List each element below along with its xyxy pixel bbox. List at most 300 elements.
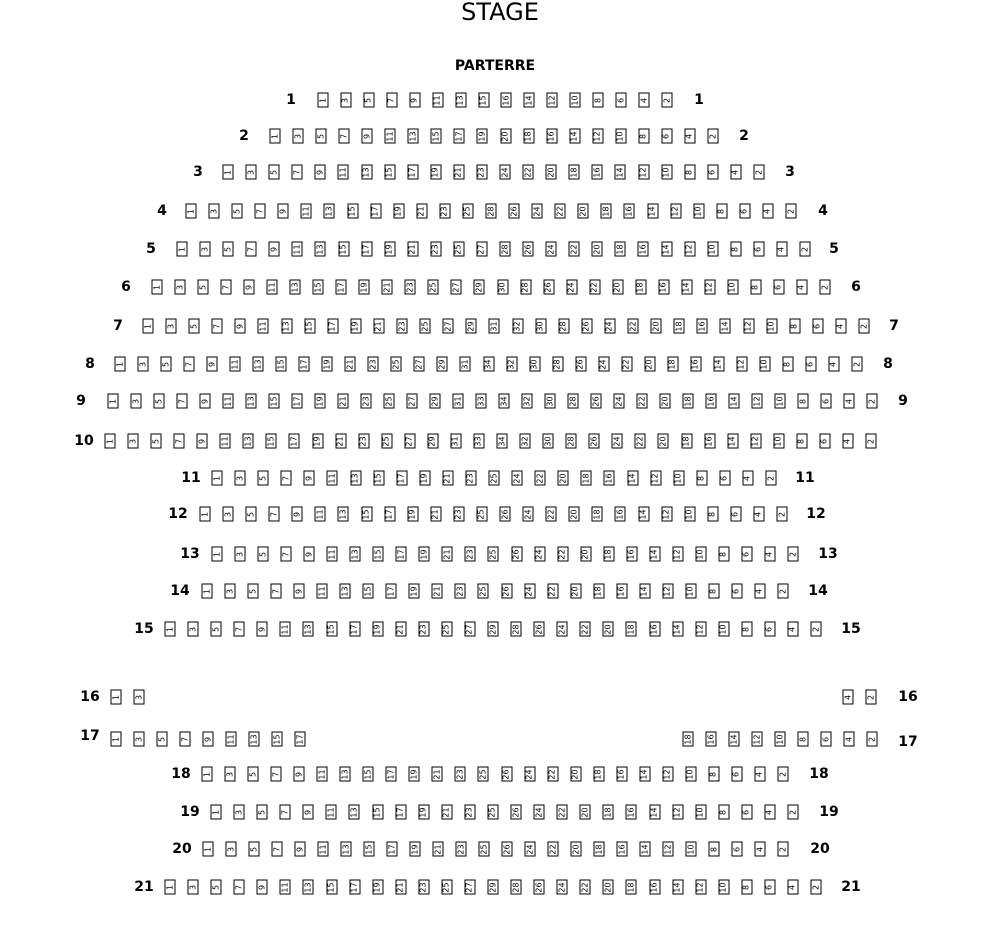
seat[interactable]	[152, 280, 163, 295]
seat[interactable]	[766, 471, 777, 486]
seat[interactable]	[523, 507, 534, 522]
seat[interactable]	[478, 584, 489, 599]
seat[interactable]	[593, 93, 604, 108]
seat[interactable]	[234, 880, 245, 895]
seat[interactable]	[349, 880, 360, 895]
seat[interactable]	[570, 767, 581, 782]
seat[interactable]	[695, 622, 706, 637]
seat[interactable]	[255, 204, 266, 219]
seat[interactable]	[281, 471, 292, 486]
seat[interactable]	[500, 242, 511, 257]
seat[interactable]	[105, 434, 116, 449]
seat[interactable]	[409, 767, 420, 782]
seat[interactable]	[455, 93, 466, 108]
seat[interactable]	[593, 767, 604, 782]
seat[interactable]	[663, 842, 674, 857]
seat[interactable]	[614, 394, 625, 409]
seat[interactable]	[571, 842, 582, 857]
seat[interactable]	[612, 280, 623, 295]
seat[interactable]	[509, 204, 520, 219]
seat[interactable]	[336, 280, 347, 295]
seat[interactable]	[407, 394, 418, 409]
seat[interactable]	[787, 880, 798, 895]
seat[interactable]	[683, 394, 694, 409]
seat[interactable]	[409, 584, 420, 599]
seat[interactable]	[350, 547, 361, 562]
seat[interactable]	[248, 767, 259, 782]
seat[interactable]	[859, 319, 870, 334]
seat[interactable]	[220, 434, 231, 449]
seat[interactable]	[557, 622, 568, 637]
seat[interactable]	[697, 319, 708, 334]
seat[interactable]	[525, 842, 536, 857]
seat[interactable]	[441, 880, 452, 895]
seat[interactable]	[211, 880, 222, 895]
seat[interactable]	[243, 434, 254, 449]
seat[interactable]	[569, 507, 580, 522]
seat[interactable]	[762, 204, 773, 219]
seat[interactable]	[225, 767, 236, 782]
seat[interactable]	[258, 547, 269, 562]
seat[interactable]	[635, 280, 646, 295]
seat[interactable]	[811, 880, 822, 895]
seat[interactable]	[512, 319, 523, 334]
seat[interactable]	[315, 507, 326, 522]
seat[interactable]	[706, 394, 717, 409]
seat[interactable]	[157, 732, 168, 747]
seat[interactable]	[257, 622, 268, 637]
seat[interactable]	[175, 280, 186, 295]
seat[interactable]	[741, 547, 752, 562]
seat[interactable]	[465, 547, 476, 562]
seat[interactable]	[166, 319, 177, 334]
seat[interactable]	[349, 805, 360, 820]
seat[interactable]	[416, 204, 427, 219]
seat[interactable]	[545, 394, 556, 409]
seat[interactable]	[753, 507, 764, 522]
seat[interactable]	[453, 507, 464, 522]
seat[interactable]	[500, 507, 511, 522]
seat[interactable]	[777, 507, 788, 522]
seat[interactable]	[672, 622, 683, 637]
seat[interactable]	[154, 394, 165, 409]
seat[interactable]	[616, 93, 627, 108]
seat[interactable]	[454, 129, 465, 144]
seat[interactable]	[773, 434, 784, 449]
seat[interactable]	[520, 280, 531, 295]
seat[interactable]	[718, 805, 729, 820]
seat[interactable]	[339, 129, 350, 144]
seat[interactable]	[270, 129, 281, 144]
seat[interactable]	[684, 165, 695, 180]
seat[interactable]	[462, 204, 473, 219]
seat[interactable]	[637, 394, 648, 409]
seat[interactable]	[200, 394, 211, 409]
seat[interactable]	[364, 842, 375, 857]
seat[interactable]	[207, 357, 218, 372]
seat[interactable]	[303, 622, 314, 637]
seat[interactable]	[258, 471, 269, 486]
seat[interactable]	[483, 357, 494, 372]
seat[interactable]	[626, 805, 637, 820]
seat[interactable]	[786, 204, 797, 219]
seat[interactable]	[617, 842, 628, 857]
seat[interactable]	[543, 434, 554, 449]
seat[interactable]	[844, 732, 855, 747]
seat[interactable]	[404, 434, 415, 449]
seat[interactable]	[594, 842, 605, 857]
seat[interactable]	[534, 622, 545, 637]
seat[interactable]	[615, 507, 626, 522]
seat[interactable]	[667, 357, 678, 372]
seat[interactable]	[661, 242, 672, 257]
seat[interactable]	[546, 507, 557, 522]
seat[interactable]	[451, 280, 462, 295]
seat[interactable]	[281, 547, 292, 562]
seat[interactable]	[430, 165, 441, 180]
seat[interactable]	[534, 880, 545, 895]
seat[interactable]	[294, 584, 305, 599]
seat[interactable]	[437, 357, 448, 372]
seat[interactable]	[476, 242, 487, 257]
seat[interactable]	[773, 280, 784, 295]
seat[interactable]	[693, 204, 704, 219]
seat[interactable]	[649, 622, 660, 637]
seat[interactable]	[476, 394, 487, 409]
seat[interactable]	[395, 805, 406, 820]
seat[interactable]	[249, 732, 260, 747]
seat[interactable]	[272, 842, 283, 857]
seat[interactable]	[391, 357, 402, 372]
seat[interactable]	[408, 129, 419, 144]
seat[interactable]	[405, 280, 416, 295]
seat[interactable]	[212, 547, 223, 562]
seat[interactable]	[180, 732, 191, 747]
seat[interactable]	[361, 507, 372, 522]
seat[interactable]	[662, 93, 673, 108]
seat[interactable]	[604, 471, 615, 486]
seat[interactable]	[327, 547, 338, 562]
seat[interactable]	[327, 471, 338, 486]
seat[interactable]	[370, 204, 381, 219]
seat[interactable]	[764, 805, 775, 820]
seat[interactable]	[292, 394, 303, 409]
seat[interactable]	[782, 357, 793, 372]
seat[interactable]	[707, 507, 718, 522]
seat[interactable]	[430, 394, 441, 409]
seat[interactable]	[670, 204, 681, 219]
seat[interactable]	[866, 690, 877, 705]
seat[interactable]	[442, 547, 453, 562]
seat[interactable]	[812, 319, 823, 334]
seat[interactable]	[566, 280, 577, 295]
seat[interactable]	[819, 434, 830, 449]
seat[interactable]	[741, 805, 752, 820]
seat[interactable]	[111, 732, 122, 747]
seat[interactable]	[788, 547, 799, 562]
seat[interactable]	[754, 584, 765, 599]
seat[interactable]	[419, 471, 430, 486]
seat[interactable]	[432, 93, 443, 108]
seat[interactable]	[327, 319, 338, 334]
seat[interactable]	[381, 434, 392, 449]
seat[interactable]	[269, 242, 280, 257]
seat[interactable]	[706, 732, 717, 747]
seat[interactable]	[244, 280, 255, 295]
seat[interactable]	[443, 319, 454, 334]
seat[interactable]	[709, 842, 720, 857]
seat[interactable]	[499, 394, 510, 409]
seat[interactable]	[716, 204, 727, 219]
seat[interactable]	[465, 471, 476, 486]
seat[interactable]	[658, 280, 669, 295]
seat[interactable]	[755, 842, 766, 857]
seat[interactable]	[257, 805, 268, 820]
seat[interactable]	[638, 165, 649, 180]
seat[interactable]	[546, 129, 557, 144]
seat[interactable]	[478, 767, 489, 782]
seat[interactable]	[640, 842, 651, 857]
seat[interactable]	[474, 280, 485, 295]
seat[interactable]	[547, 93, 558, 108]
seat[interactable]	[318, 842, 329, 857]
seat[interactable]	[338, 507, 349, 522]
seat[interactable]	[418, 622, 429, 637]
seat[interactable]	[628, 319, 639, 334]
seat[interactable]	[363, 767, 374, 782]
seat[interactable]	[464, 805, 475, 820]
seat[interactable]	[407, 165, 418, 180]
seat[interactable]	[186, 204, 197, 219]
seat[interactable]	[189, 319, 200, 334]
seat[interactable]	[842, 434, 853, 449]
seat[interactable]	[430, 242, 441, 257]
seat[interactable]	[326, 622, 337, 637]
seat[interactable]	[592, 165, 603, 180]
seat[interactable]	[616, 767, 627, 782]
seat[interactable]	[707, 165, 718, 180]
seat[interactable]	[200, 242, 211, 257]
seat[interactable]	[658, 434, 669, 449]
seat[interactable]	[212, 471, 223, 486]
seat[interactable]	[316, 129, 327, 144]
seat[interactable]	[708, 767, 719, 782]
seat[interactable]	[681, 434, 692, 449]
seat[interactable]	[743, 319, 754, 334]
seat[interactable]	[828, 357, 839, 372]
seat[interactable]	[704, 434, 715, 449]
seat[interactable]	[345, 357, 356, 372]
seat[interactable]	[581, 319, 592, 334]
seat[interactable]	[566, 434, 577, 449]
seat[interactable]	[639, 584, 650, 599]
seat[interactable]	[292, 507, 303, 522]
seat[interactable]	[592, 129, 603, 144]
seat[interactable]	[363, 93, 374, 108]
seat[interactable]	[223, 507, 234, 522]
seat[interactable]	[789, 319, 800, 334]
seat[interactable]	[511, 880, 522, 895]
seat[interactable]	[108, 394, 119, 409]
seat[interactable]	[393, 204, 404, 219]
seat[interactable]	[578, 204, 589, 219]
seat[interactable]	[280, 880, 291, 895]
seat[interactable]	[591, 394, 602, 409]
seat[interactable]	[115, 357, 126, 372]
seat[interactable]	[373, 319, 384, 334]
seat[interactable]	[235, 547, 246, 562]
seat[interactable]	[131, 394, 142, 409]
seat[interactable]	[410, 842, 421, 857]
seat[interactable]	[764, 547, 775, 562]
seat[interactable]	[821, 732, 832, 747]
seat[interactable]	[267, 280, 278, 295]
seat[interactable]	[280, 622, 291, 637]
seat[interactable]	[211, 805, 222, 820]
seat[interactable]	[843, 690, 854, 705]
seat[interactable]	[212, 319, 223, 334]
seat[interactable]	[304, 547, 315, 562]
seat[interactable]	[318, 93, 329, 108]
seat[interactable]	[569, 242, 580, 257]
seat[interactable]	[315, 394, 326, 409]
seat[interactable]	[335, 434, 346, 449]
seat[interactable]	[672, 880, 683, 895]
seat[interactable]	[387, 842, 398, 857]
seat[interactable]	[598, 357, 609, 372]
seat[interactable]	[621, 357, 632, 372]
seat[interactable]	[419, 547, 430, 562]
seat[interactable]	[798, 732, 809, 747]
seat[interactable]	[821, 394, 832, 409]
seat[interactable]	[223, 394, 234, 409]
seat[interactable]	[580, 547, 591, 562]
seat[interactable]	[202, 584, 213, 599]
seat[interactable]	[253, 357, 264, 372]
seat[interactable]	[616, 584, 627, 599]
seat[interactable]	[361, 394, 372, 409]
seat[interactable]	[713, 357, 724, 372]
seat[interactable]	[317, 767, 328, 782]
seat[interactable]	[603, 880, 614, 895]
seat[interactable]	[225, 584, 236, 599]
seat[interactable]	[639, 767, 650, 782]
seat[interactable]	[739, 204, 750, 219]
seat[interactable]	[778, 584, 789, 599]
seat[interactable]	[603, 805, 614, 820]
seat[interactable]	[695, 880, 706, 895]
seat[interactable]	[188, 622, 199, 637]
seat[interactable]	[359, 280, 370, 295]
seat[interactable]	[177, 394, 188, 409]
seat[interactable]	[317, 584, 328, 599]
seat[interactable]	[601, 204, 612, 219]
seat[interactable]	[764, 622, 775, 637]
seat[interactable]	[592, 507, 603, 522]
seat[interactable]	[684, 242, 695, 257]
seat[interactable]	[488, 622, 499, 637]
seat[interactable]	[672, 547, 683, 562]
seat[interactable]	[557, 547, 568, 562]
seat[interactable]	[372, 805, 383, 820]
seat[interactable]	[638, 129, 649, 144]
seat[interactable]	[662, 767, 673, 782]
seat[interactable]	[603, 622, 614, 637]
seat[interactable]	[603, 547, 614, 562]
seat[interactable]	[349, 622, 360, 637]
seat[interactable]	[558, 319, 569, 334]
seat[interactable]	[529, 357, 540, 372]
seat[interactable]	[431, 129, 442, 144]
seat[interactable]	[557, 880, 568, 895]
seat[interactable]	[776, 242, 787, 257]
seat[interactable]	[161, 357, 172, 372]
seat[interactable]	[322, 357, 333, 372]
seat[interactable]	[626, 622, 637, 637]
seat[interactable]	[580, 622, 591, 637]
seat[interactable]	[500, 165, 511, 180]
seat[interactable]	[453, 394, 464, 409]
seat[interactable]	[520, 434, 531, 449]
seat[interactable]	[672, 805, 683, 820]
seat[interactable]	[442, 471, 453, 486]
seat[interactable]	[246, 394, 257, 409]
seat[interactable]	[731, 584, 742, 599]
seat[interactable]	[532, 204, 543, 219]
seat[interactable]	[681, 280, 692, 295]
seat[interactable]	[501, 767, 512, 782]
seat[interactable]	[736, 357, 747, 372]
seat[interactable]	[226, 732, 237, 747]
seat[interactable]	[718, 622, 729, 637]
seat[interactable]	[638, 507, 649, 522]
seat[interactable]	[624, 204, 635, 219]
seat[interactable]	[778, 767, 789, 782]
seat[interactable]	[477, 129, 488, 144]
seat[interactable]	[575, 357, 586, 372]
seat[interactable]	[500, 129, 511, 144]
seat[interactable]	[223, 242, 234, 257]
seat[interactable]	[304, 471, 315, 486]
seat[interactable]	[730, 242, 741, 257]
seat[interactable]	[427, 434, 438, 449]
seat[interactable]	[535, 471, 546, 486]
seat[interactable]	[727, 434, 738, 449]
seat[interactable]	[730, 165, 741, 180]
seat[interactable]	[729, 732, 740, 747]
seat[interactable]	[674, 319, 685, 334]
seat[interactable]	[128, 434, 139, 449]
seat[interactable]	[350, 319, 361, 334]
seat[interactable]	[570, 584, 581, 599]
seat[interactable]	[673, 471, 684, 486]
seat[interactable]	[476, 507, 487, 522]
seat[interactable]	[558, 471, 569, 486]
seat[interactable]	[753, 242, 764, 257]
seat[interactable]	[662, 584, 673, 599]
seat[interactable]	[304, 319, 315, 334]
seat[interactable]	[512, 471, 523, 486]
seat[interactable]	[835, 319, 846, 334]
seat[interactable]	[221, 280, 232, 295]
seat[interactable]	[341, 842, 352, 857]
seat[interactable]	[441, 805, 452, 820]
seat[interactable]	[209, 204, 220, 219]
seat[interactable]	[143, 319, 154, 334]
seat[interactable]	[303, 880, 314, 895]
seat[interactable]	[418, 880, 429, 895]
seat[interactable]	[589, 434, 600, 449]
